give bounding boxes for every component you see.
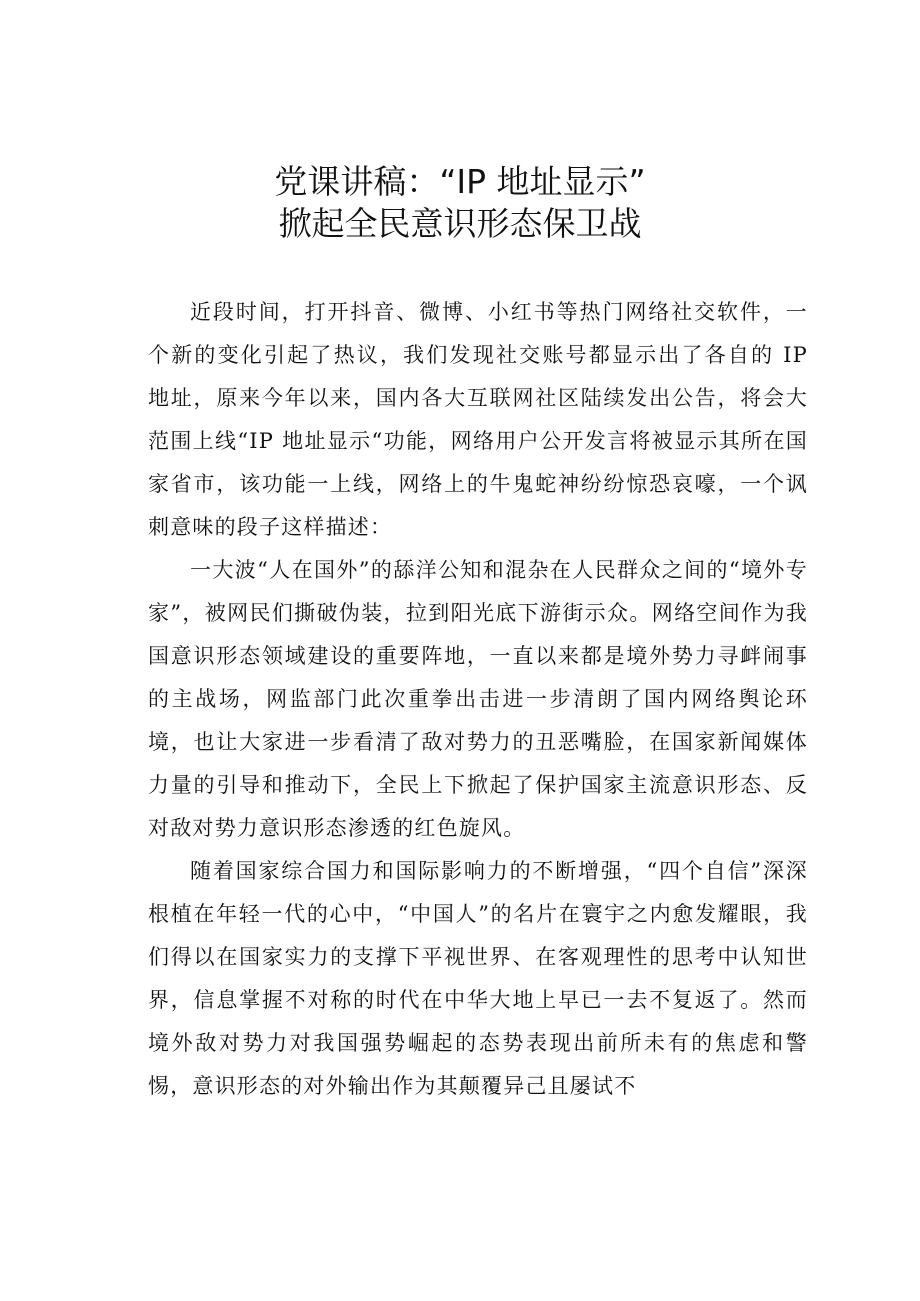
paragraph-3: 随着国家综合国力和国际影响力的不断增强，“四个自信”深深根植在年轻一代的心中，“中国人”的名片在寰宇之内愈发耀眼，我们得以在国家实力的支撑下平视世界、在客观理性的思考中认知世界，信息掌握不对称的时代在中华大地上早已一去不复返了。然而境外敌对势力对我国强势崛起的态势表现出前所未有的焦虑和警惕，意识形态的对外输出作为其颠覆异己且屡试不 [148,859,808,1098]
paragraph-1: 近段时间，打开抖音、微博、小红书等热门网络社交软件，一个新的变化引起了热议，我们发现社交账号都显示出了各自的 IP 地址，原来今年以来，国内各大互联网社区陆续发出公告，将会大范围上线“IP 地址显示“功能，网络用户公开发言将被显示其所在国家省市，该功能一上线，网络上的牛鬼蛇神纷纷惊恐哀嚎，一个讽刺意味的段子这样描述： [148,300,808,539]
document-title-line-2: 掀起全民意识形态保卫战 [278,204,642,243]
paragraph-2: 一大波“人在国外”的舔洋公知和混杂在人民群众之间的“境外专家”，被网民们撕破伪装，拉到阳光底下游街示众。网络空间作为我国意识形态领域建设的重要阵地，一直以来都是境外势力寻衅闹事的主战场，网监部门此次重拳出击进一步清朗了国内网络舆论环境，也让大家进一步看清了敌对势力的丑恶嘴脸，在国家新闻媒体力量的引导和推动下，全民上下掀起了保护国家主流意识形态、反对敌对势力意识形态渗透的红色旋风。 [148,558,808,840]
document-title-line-1: 党课讲稿：“IP 地址显示” [274,162,646,201]
document-body [148,291,808,1108]
